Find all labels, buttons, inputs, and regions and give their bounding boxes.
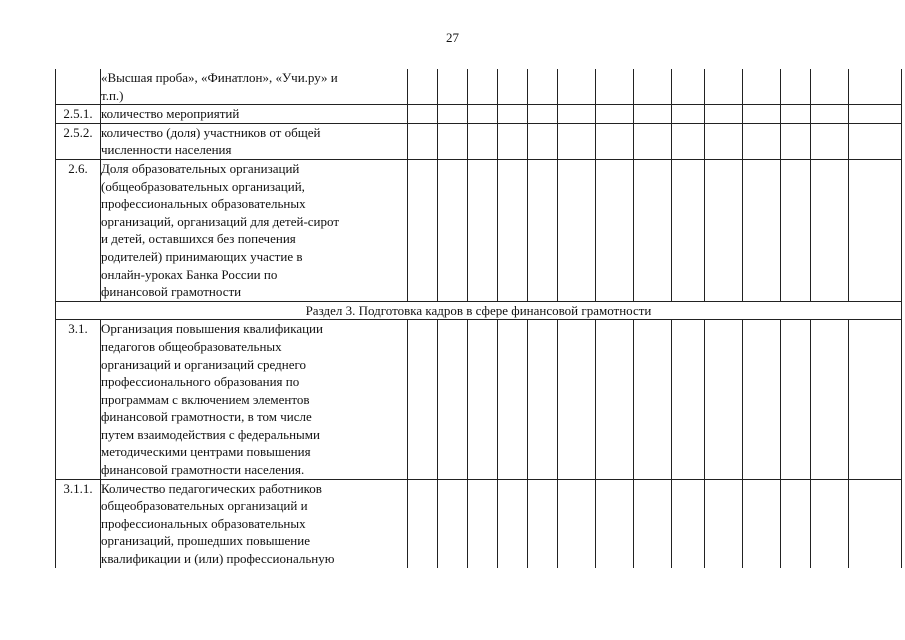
row-description: Организация повышения квалификации педагогов общеобразовательных организаций и организаций среднего профессионального образования по программам с включением элементов финансовой грамотности, в том числе путем взаимодействия с федеральными методическими центрами повышения финансовой грамотности населения.: [101, 320, 408, 479]
value-cell: [811, 320, 849, 479]
value-cell: [743, 320, 781, 479]
section-heading: Раздел 3. Подготовка кадров в сфере финансовой грамотности: [56, 301, 902, 320]
value-cell: [596, 69, 634, 105]
table-row: [56, 479, 902, 567]
value-cell: [408, 69, 438, 105]
value-cell: [498, 479, 528, 567]
value-cell: [498, 69, 528, 105]
row-description: Доля образовательных организаций (общеобразовательных организаций, профессиональных образовательных организаций, организаций для детей-сирот и детей, оставшихся без попечения родителей) принимающих участие в онлайн-уроках Банка России по финансовой грамотности: [101, 159, 408, 301]
value-cell: [849, 479, 902, 567]
value-cell: [558, 479, 596, 567]
value-cell: [672, 123, 705, 159]
value-cell: [438, 479, 468, 567]
value-cell: [408, 479, 438, 567]
value-cell: [811, 69, 849, 105]
value-cell: [849, 69, 902, 105]
value-cell: [498, 123, 528, 159]
value-cell: [634, 69, 672, 105]
value-cell: [498, 105, 528, 124]
value-cell: [849, 105, 902, 124]
value-cell: [705, 479, 743, 567]
row-number: [56, 69, 101, 105]
value-cell: [558, 69, 596, 105]
value-cell: [672, 105, 705, 124]
value-cell: [596, 159, 634, 301]
value-cell: [634, 159, 672, 301]
value-cell: [849, 320, 902, 479]
row-description: «Высшая проба», «Финатлон», «Учи.ру» и т.п.): [101, 69, 408, 105]
value-cell: [528, 105, 558, 124]
value-cell: [468, 479, 498, 567]
value-cell: [705, 105, 743, 124]
value-cell: [811, 479, 849, 567]
value-cell: [811, 159, 849, 301]
table-row: [56, 320, 902, 479]
value-cell: [528, 320, 558, 479]
value-cell: [672, 479, 705, 567]
value-cell: [705, 69, 743, 105]
page-number: 27: [446, 30, 459, 45]
value-cell: [528, 69, 558, 105]
value-cell: [743, 159, 781, 301]
value-cell: [468, 105, 498, 124]
value-cell: [528, 479, 558, 567]
value-cell: [672, 159, 705, 301]
row-number: 2.6.: [56, 159, 101, 301]
row-number: 3.1.1.: [56, 479, 101, 567]
value-cell: [596, 123, 634, 159]
value-cell: [468, 69, 498, 105]
section-row: [56, 301, 902, 320]
value-cell: [781, 123, 811, 159]
value-cell: [408, 159, 438, 301]
table-row: [56, 69, 902, 105]
value-cell: [596, 105, 634, 124]
value-cell: [438, 320, 468, 479]
value-cell: [468, 320, 498, 479]
value-cell: [634, 123, 672, 159]
table-row: [56, 159, 902, 301]
value-cell: [743, 123, 781, 159]
value-cell: [438, 105, 468, 124]
value-cell: [438, 123, 468, 159]
value-cell: [781, 105, 811, 124]
value-cell: [781, 69, 811, 105]
value-cell: [705, 159, 743, 301]
value-cell: [558, 105, 596, 124]
value-cell: [528, 123, 558, 159]
value-cell: [634, 479, 672, 567]
value-cell: [705, 320, 743, 479]
value-cell: [781, 479, 811, 567]
value-cell: [438, 69, 468, 105]
row-description: Количество педагогических работников общеобразовательных организаций и профессиональных образовательных организаций, прошедших повышение квалификации и (или) профессиональную: [101, 479, 408, 567]
value-cell: [468, 123, 498, 159]
row-description: количество (доля) участников от общей численности населения: [101, 123, 408, 159]
value-cell: [528, 159, 558, 301]
value-cell: [672, 69, 705, 105]
value-cell: [438, 159, 468, 301]
row-number: 3.1.: [56, 320, 101, 479]
value-cell: [811, 123, 849, 159]
table-row: [56, 123, 902, 159]
value-cell: [781, 159, 811, 301]
value-cell: [634, 320, 672, 479]
value-cell: [468, 159, 498, 301]
value-cell: [558, 159, 596, 301]
value-cell: [498, 159, 528, 301]
plan-table: [55, 69, 902, 568]
value-cell: [596, 479, 634, 567]
value-cell: [743, 105, 781, 124]
table-row: [56, 105, 902, 124]
value-cell: [849, 123, 902, 159]
value-cell: [558, 123, 596, 159]
value-cell: [849, 159, 902, 301]
row-description: количество мероприятий: [101, 105, 408, 124]
value-cell: [743, 69, 781, 105]
value-cell: [672, 320, 705, 479]
value-cell: [558, 320, 596, 479]
value-cell: [705, 123, 743, 159]
row-number: 2.5.1.: [56, 105, 101, 124]
value-cell: [408, 105, 438, 124]
value-cell: [596, 320, 634, 479]
value-cell: [498, 320, 528, 479]
row-number: 2.5.2.: [56, 123, 101, 159]
value-cell: [743, 479, 781, 567]
value-cell: [781, 320, 811, 479]
value-cell: [408, 320, 438, 479]
value-cell: [634, 105, 672, 124]
value-cell: [811, 105, 849, 124]
value-cell: [408, 123, 438, 159]
